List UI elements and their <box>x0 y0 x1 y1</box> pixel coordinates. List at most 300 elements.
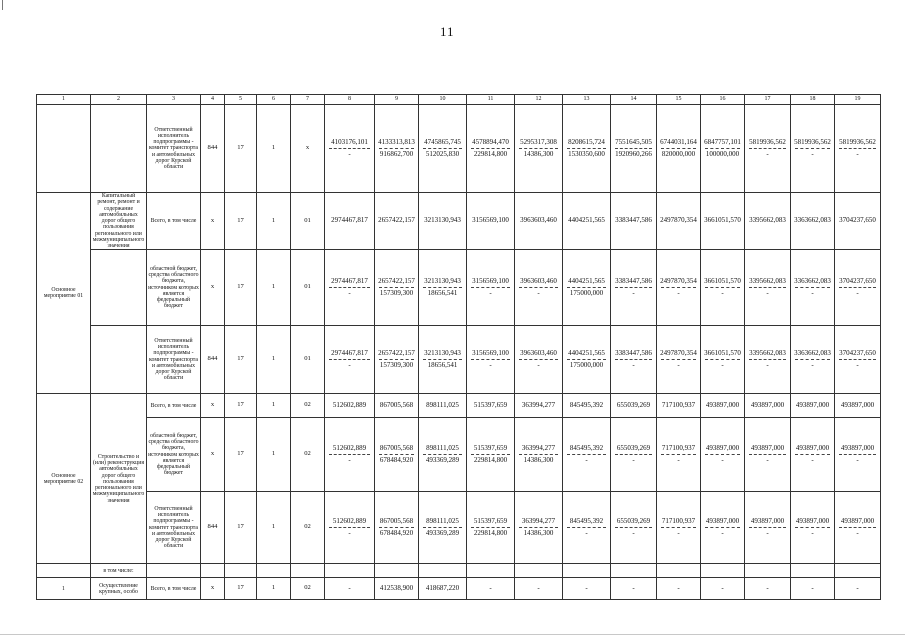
code-cell: 17 <box>225 578 257 600</box>
value-cell <box>835 193 881 250</box>
value-cell <box>611 492 657 564</box>
federal-value: - <box>348 150 351 158</box>
federal-value: 916862,700 <box>379 150 414 158</box>
value-cell <box>467 492 515 564</box>
value-separator <box>329 148 370 149</box>
funding-source-cell: Ответственный исполнитель подпрограммы - комитет транспорта и автомобильных дорог Курской области <box>147 492 201 564</box>
value-cell <box>611 193 657 250</box>
value-separator <box>519 527 558 528</box>
value-separator <box>379 359 414 360</box>
total-value: 5819936,562 <box>794 137 831 146</box>
federal-value: 100000,000 <box>705 150 740 158</box>
page-number: 11 <box>440 24 455 39</box>
header-cell: 7 <box>291 95 325 105</box>
code-cell: х <box>201 578 225 600</box>
total-value: 3963603,460 <box>520 348 557 357</box>
total-value: 3363662,083 <box>794 348 831 357</box>
total-value: 867005,568 <box>379 401 414 410</box>
event-name-cell: Строительство и (или) реконструкция автомобильных дорог общего пользования регионального или межмуниципального значения <box>91 394 147 564</box>
value-cell <box>835 326 881 394</box>
value-cell <box>745 578 791 600</box>
value-separator <box>795 454 830 455</box>
value-separator <box>839 527 876 528</box>
value-cell <box>657 394 701 418</box>
value-cell <box>515 394 563 418</box>
code-cell: 1 <box>257 326 291 394</box>
value-separator <box>705 454 740 455</box>
value-separator <box>519 454 558 455</box>
federal-value: 157309,300 <box>379 289 414 298</box>
federal-value: - <box>348 529 351 538</box>
value-separator <box>615 287 652 288</box>
total-value: 3704237,650 <box>839 348 876 357</box>
funding-source-cell: Всего, в том числе <box>147 578 201 600</box>
funding-source-cell: Всего, в том числе <box>147 394 201 418</box>
value-separator <box>749 287 786 288</box>
total-value: 493897,000 <box>795 516 830 525</box>
value-cell <box>467 418 515 492</box>
total-value: 2657422,157 <box>378 348 415 357</box>
total-value: 2974467,817 <box>331 276 368 285</box>
value-cell <box>791 326 835 394</box>
event-label-cell: 1 <box>37 578 91 600</box>
value-separator <box>567 454 606 455</box>
value-cell <box>701 578 745 600</box>
total-value: 363994,277 <box>521 516 556 525</box>
scan-corner-mark <box>2 0 9 10</box>
value-cell <box>563 326 611 394</box>
code-cell: 02 <box>291 492 325 564</box>
value-cell <box>611 250 657 326</box>
value-cell <box>791 564 835 578</box>
value-separator <box>839 359 876 360</box>
value-cell <box>325 492 375 564</box>
total-value: 3156569,100 <box>472 276 509 285</box>
value-separator <box>471 527 510 528</box>
event-label-cell <box>37 564 91 578</box>
federal-value: 493369,289 <box>425 456 460 465</box>
total-value: 5295317,308 <box>520 137 557 146</box>
total-value: 4404251,565 <box>568 276 605 285</box>
total-value: 2497870,354 <box>660 216 697 225</box>
value-cell <box>375 564 419 578</box>
total-value: 3156569,100 <box>472 216 509 225</box>
value-separator <box>379 287 414 288</box>
federal-value: 820000,000 <box>661 150 696 158</box>
value-cell <box>611 564 657 578</box>
event-name-cell <box>91 326 147 394</box>
total-value: 6744031,164 <box>660 137 697 146</box>
federal-value: - <box>348 289 351 298</box>
federal-value: - <box>811 529 814 538</box>
total-value: 3395662,083 <box>749 348 786 357</box>
federal-value: 175000,000 <box>569 289 604 298</box>
value-cell <box>701 250 745 326</box>
code-cell: 1 <box>257 105 291 193</box>
total-value: 2657422,157 <box>378 276 415 285</box>
header-cell: 18 <box>791 95 835 105</box>
value-separator <box>423 287 462 288</box>
value-cell <box>325 418 375 492</box>
federal-value: 14386,300 <box>523 456 554 465</box>
total-value: 493897,000 <box>840 516 875 525</box>
value-cell <box>835 492 881 564</box>
value-cell <box>701 326 745 394</box>
code-cell: 1 <box>257 193 291 250</box>
total-value: 2497870,354 <box>660 276 697 285</box>
code-cell: 17 <box>225 394 257 418</box>
value-cell <box>791 492 835 564</box>
header-cell: 17 <box>745 95 791 105</box>
value-cell <box>657 492 701 564</box>
value-cell <box>791 250 835 326</box>
total-value: 493897,000 <box>705 401 740 410</box>
federal-value: - <box>721 529 724 538</box>
header-cell: 12 <box>515 95 563 105</box>
code-cell <box>291 564 325 578</box>
value-cell <box>419 326 467 394</box>
total-value: - <box>677 584 680 593</box>
total-value: 845495,392 <box>569 401 604 410</box>
event-label-cell: Основное мероприятие 02 <box>37 394 91 564</box>
value-cell <box>515 250 563 326</box>
header-cell: 19 <box>835 95 881 105</box>
total-value: 3156569,100 <box>472 348 509 357</box>
total-value: 845495,392 <box>569 443 604 452</box>
value-separator <box>661 148 696 149</box>
table-row <box>37 564 881 578</box>
value-cell <box>657 418 701 492</box>
total-value: 515397,659 <box>473 443 508 452</box>
total-value: 493897,000 <box>750 443 785 452</box>
code-cell: х <box>201 250 225 326</box>
code-cell: 17 <box>225 492 257 564</box>
value-cell <box>515 492 563 564</box>
federal-value: - <box>677 361 680 370</box>
total-value: 515397,659 <box>473 516 508 525</box>
value-cell <box>467 564 515 578</box>
value-cell <box>419 564 467 578</box>
value-separator <box>795 148 830 149</box>
funding-source-cell: областной бюджет, средства областного бюджета, источником которых является федеральный бюджет <box>147 418 201 492</box>
total-value: 3661051,570 <box>704 348 741 357</box>
value-separator <box>379 527 414 528</box>
total-value: - <box>537 584 540 593</box>
code-cell: 844 <box>201 492 225 564</box>
value-cell <box>467 578 515 600</box>
total-value: 3963603,460 <box>520 216 557 225</box>
total-value: 717100,937 <box>661 516 696 525</box>
federal-value: - <box>766 361 769 370</box>
total-value: 3963603,460 <box>520 276 557 285</box>
value-cell <box>745 564 791 578</box>
federal-value: - <box>632 456 635 465</box>
value-separator <box>519 359 558 360</box>
value-separator <box>705 527 740 528</box>
code-cell: 01 <box>291 193 325 250</box>
value-cell <box>375 394 419 418</box>
federal-value: 14386,300 <box>523 529 554 538</box>
value-cell <box>419 105 467 193</box>
budget-table <box>36 94 881 600</box>
code-cell: х <box>201 193 225 250</box>
value-cell <box>419 578 467 600</box>
value-separator <box>471 359 510 360</box>
federal-value: 1920960,266 <box>615 150 652 158</box>
total-value: 717100,937 <box>661 401 696 410</box>
value-cell <box>745 105 791 193</box>
value-cell <box>563 394 611 418</box>
federal-value: - <box>348 456 351 465</box>
value-separator <box>379 148 414 149</box>
total-value: 3213130,943 <box>424 276 461 285</box>
total-value: 898111,025 <box>426 443 459 452</box>
header-cell: 6 <box>257 95 291 105</box>
value-cell <box>563 492 611 564</box>
value-cell <box>835 564 881 578</box>
value-cell <box>745 394 791 418</box>
total-value: 493897,000 <box>840 401 875 410</box>
value-cell <box>657 564 701 578</box>
value-cell <box>611 105 657 193</box>
value-cell <box>515 193 563 250</box>
total-value: 655039,269 <box>616 516 651 525</box>
value-cell <box>563 564 611 578</box>
header-cell: 11 <box>467 95 515 105</box>
value-cell <box>791 418 835 492</box>
total-value: 4133313,813 <box>378 137 415 146</box>
federal-value: - <box>721 361 724 370</box>
value-cell <box>745 326 791 394</box>
federal-value: 512025,830 <box>425 150 460 158</box>
value-cell <box>325 250 375 326</box>
value-cell <box>419 250 467 326</box>
total-value: 3704237,650 <box>839 216 876 225</box>
code-cell <box>225 564 257 578</box>
scan-edge <box>0 634 905 635</box>
value-cell <box>791 105 835 193</box>
code-cell: х <box>201 394 225 418</box>
federal-value: - <box>721 456 724 465</box>
value-separator <box>749 454 786 455</box>
federal-value: - <box>856 150 859 158</box>
value-cell <box>419 394 467 418</box>
code-cell: 17 <box>225 193 257 250</box>
value-separator <box>567 287 606 288</box>
header-cell: 14 <box>611 95 657 105</box>
total-value: 4404251,565 <box>568 348 605 357</box>
funding-source-cell: Ответственный исполнитель подпрограммы - комитет транспорта и автомобильных дорог Курской области <box>147 326 201 394</box>
total-value: 4103176,101 <box>331 137 368 146</box>
value-cell <box>835 418 881 492</box>
value-separator <box>519 148 558 149</box>
event-name-cell: Осуществление крупных, особо <box>91 578 147 600</box>
code-cell: 17 <box>225 326 257 394</box>
value-cell <box>611 394 657 418</box>
code-cell: 1 <box>257 250 291 326</box>
total-value: 8208615,724 <box>568 137 605 146</box>
value-separator <box>471 454 510 455</box>
value-separator <box>471 148 510 149</box>
total-value: 655039,269 <box>616 443 651 452</box>
total-value: 3661051,570 <box>704 216 741 225</box>
event-label-cell: Основное мероприятие 01 <box>37 193 91 394</box>
value-cell <box>325 564 375 578</box>
code-cell: 1 <box>257 418 291 492</box>
header-cell: 5 <box>225 95 257 105</box>
code-cell: 17 <box>225 250 257 326</box>
value-cell <box>701 105 745 193</box>
value-cell <box>563 578 611 600</box>
value-cell <box>515 564 563 578</box>
total-value: 493897,000 <box>705 516 740 525</box>
total-value: 5819936,562 <box>839 137 876 146</box>
value-cell <box>701 193 745 250</box>
value-separator <box>661 287 696 288</box>
value-cell <box>563 193 611 250</box>
total-value: 512602,889 <box>332 401 367 410</box>
total-value: 493897,000 <box>795 443 830 452</box>
table-row <box>37 250 881 326</box>
code-cell: х <box>291 105 325 193</box>
funding-source-cell: областной бюджет, средства областного бюджета, источником которых является федеральный бюджет <box>147 250 201 326</box>
total-value: 4745865,745 <box>424 137 461 146</box>
federal-value: - <box>766 456 769 465</box>
funding-source-cell: Ответственный исполнитель подпрограммы - комитет транспорта и автомобильных дорог Курской области <box>147 105 201 193</box>
total-value: - <box>585 584 588 593</box>
table-row <box>37 394 881 418</box>
federal-value: - <box>632 529 635 538</box>
federal-value: - <box>721 289 724 298</box>
value-separator <box>423 454 462 455</box>
code-cell <box>257 564 291 578</box>
value-cell <box>375 193 419 250</box>
table-row <box>37 326 881 394</box>
value-cell <box>515 105 563 193</box>
federal-value: - <box>766 529 769 538</box>
value-separator <box>329 359 370 360</box>
federal-value: - <box>348 361 351 370</box>
federal-value: - <box>856 361 859 370</box>
value-cell <box>791 578 835 600</box>
federal-value: - <box>677 529 680 538</box>
total-value: - <box>489 584 492 593</box>
federal-value: - <box>585 529 588 538</box>
value-separator <box>615 359 652 360</box>
value-separator <box>329 454 370 455</box>
federal-value: - <box>677 456 680 465</box>
total-value: 512602,889 <box>332 443 367 452</box>
federal-value: 175000,000 <box>569 361 604 370</box>
header-row <box>37 95 881 105</box>
value-cell <box>611 418 657 492</box>
header-cell: 16 <box>701 95 745 105</box>
value-cell <box>467 193 515 250</box>
total-value: 7551645,505 <box>615 137 652 146</box>
value-separator <box>749 148 786 149</box>
table-row <box>37 492 881 564</box>
value-cell <box>745 193 791 250</box>
funding-source-cell: Всего, в том числе <box>147 193 201 250</box>
total-value: - <box>348 584 351 593</box>
total-value: 4578894,470 <box>472 137 509 146</box>
value-cell <box>325 578 375 600</box>
value-separator <box>705 148 740 149</box>
table-row <box>37 578 881 600</box>
code-cell: 1 <box>257 394 291 418</box>
total-value: - <box>811 584 814 593</box>
federal-value: 14386,300 <box>523 150 554 158</box>
total-value: 2974467,817 <box>331 348 368 357</box>
total-value: 3395662,083 <box>749 216 786 225</box>
header-cell: 10 <box>419 95 467 105</box>
code-cell: 02 <box>291 418 325 492</box>
value-cell <box>657 326 701 394</box>
value-cell <box>745 492 791 564</box>
value-cell <box>835 105 881 193</box>
value-separator <box>519 287 558 288</box>
code-cell: 01 <box>291 250 325 326</box>
code-cell: х <box>201 418 225 492</box>
total-value: 898111,025 <box>426 516 459 525</box>
value-separator <box>839 454 876 455</box>
value-cell <box>419 492 467 564</box>
total-value: 493897,000 <box>750 516 785 525</box>
federal-value: - <box>856 289 859 298</box>
federal-value: 229814,800 <box>473 529 508 538</box>
federal-value: 157309,300 <box>379 361 414 370</box>
code-cell: 02 <box>291 578 325 600</box>
federal-value: - <box>632 289 635 298</box>
value-cell <box>467 105 515 193</box>
value-cell <box>375 250 419 326</box>
header-cell: 15 <box>657 95 701 105</box>
total-value: 845495,392 <box>569 516 604 525</box>
code-cell: 1 <box>257 578 291 600</box>
total-value: 493897,000 <box>795 401 830 410</box>
value-cell <box>467 326 515 394</box>
total-value: 898111,025 <box>426 401 459 410</box>
total-value: 3704237,650 <box>839 276 876 285</box>
header-cell: 8 <box>325 95 375 105</box>
header-cell: 1 <box>37 95 91 105</box>
total-value: 363994,277 <box>521 443 556 452</box>
value-cell <box>515 418 563 492</box>
value-separator <box>567 148 606 149</box>
value-cell <box>791 394 835 418</box>
value-cell <box>375 326 419 394</box>
value-cell <box>419 418 467 492</box>
table-row <box>37 418 881 492</box>
value-separator <box>839 148 876 149</box>
value-cell <box>611 326 657 394</box>
header-cell: 4 <box>201 95 225 105</box>
federal-value: - <box>537 289 540 298</box>
federal-value: 1530350,600 <box>568 150 605 158</box>
total-value: 512602,889 <box>332 516 367 525</box>
value-cell <box>701 394 745 418</box>
event-label-cell <box>37 105 91 193</box>
value-cell <box>835 250 881 326</box>
federal-value: 678484,920 <box>379 456 414 465</box>
event-name-cell: Капитальный ремонт, ремонт и содержание автомобильных дорог общего пользования регионального или межмуниципального значения <box>91 193 147 250</box>
federal-value: - <box>856 456 859 465</box>
code-cell: 1 <box>257 492 291 564</box>
federal-value: - <box>537 361 540 370</box>
value-cell <box>745 250 791 326</box>
total-value: 2657422,157 <box>378 216 415 225</box>
federal-value: - <box>811 289 814 298</box>
